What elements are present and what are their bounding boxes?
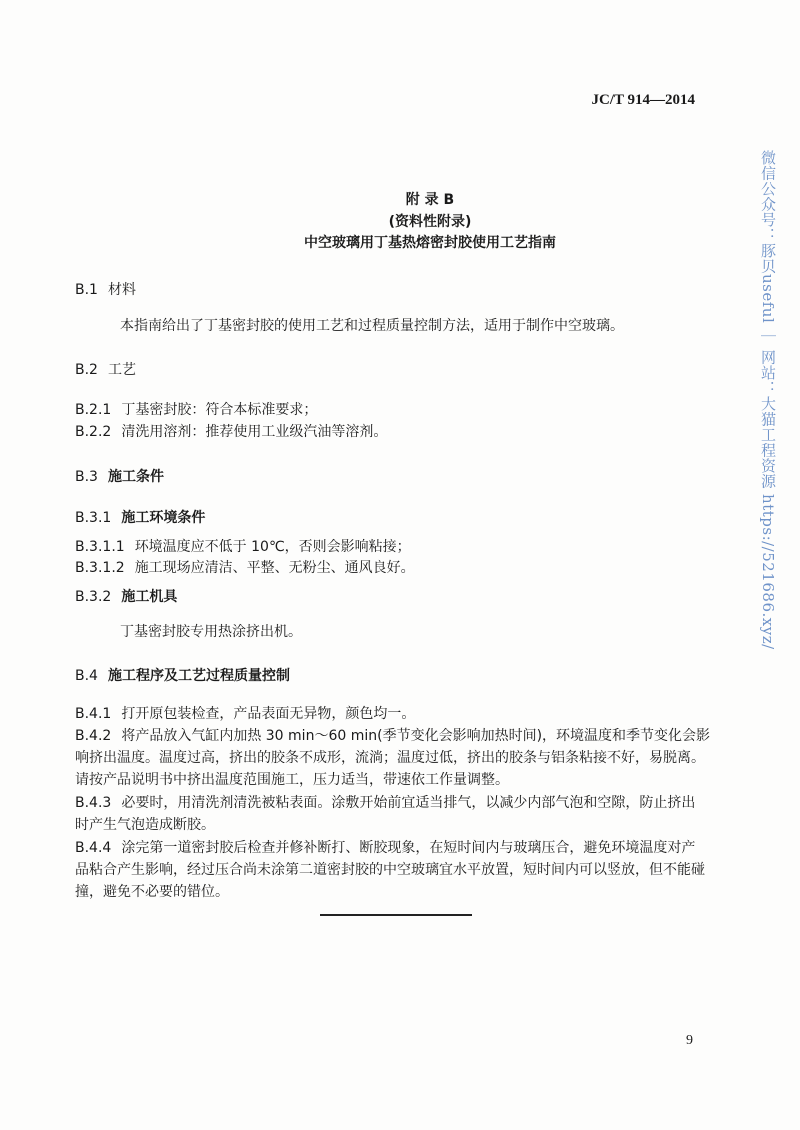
section-text: 施工现场应清洁、平整、无粉尘、通风良好。 — [134, 560, 415, 576]
section-number: B.3.1.1 — [75, 539, 125, 555]
section-heading — [75, 725, 710, 747]
section-heading — [75, 466, 164, 488]
section-number: B.4.4 — [75, 840, 112, 856]
section-text: 材料 — [107, 282, 136, 298]
section-text: 将产品放入气缸内加热 30 min～60 min(季节变化会影响加热时间)，环境温度和季节变化会影 — [121, 728, 711, 744]
section-number: B.3 — [75, 469, 98, 485]
end-rule — [320, 914, 472, 916]
section-heading — [75, 557, 415, 579]
section-number: B.4.3 — [75, 795, 112, 811]
section-heading — [75, 421, 387, 443]
appendix-title: 中空玻璃用丁基热熔密封胶使用工艺指南 — [304, 235, 556, 251]
appendix-label: 附 录 B — [405, 192, 455, 208]
section-number: B.4.2 — [75, 728, 112, 744]
standard-number: JC/T 914—2014 — [591, 92, 695, 108]
b44-cont-2: 撞，避免不必要的错位。 — [75, 884, 229, 900]
section-heading — [75, 279, 136, 301]
section-number: B.2 — [75, 362, 98, 378]
section-text: 必要时，用清洗剂清洗被粘表面。涂敷开始前宜适当排气，以减少内部气泡和空隙，防止挤出 — [121, 795, 696, 811]
b43-cont-1: 时产生气泡造成断胶。 — [75, 817, 215, 833]
section-heading — [75, 359, 136, 381]
section-number: B.3.1.2 — [75, 560, 125, 576]
section-heading — [75, 536, 411, 558]
section-heading — [75, 665, 290, 687]
section-text: 清洗用溶剂：推荐使用工业级汽油等溶剂。 — [121, 424, 388, 440]
section-heading — [75, 507, 205, 529]
section-text: 丁基密封胶：符合本标准要求； — [121, 402, 318, 418]
appendix-type: (资料性附录) — [388, 214, 472, 230]
section-number: B.3.2 — [75, 589, 112, 605]
section-heading — [75, 792, 695, 814]
section-number: B.1 — [75, 282, 98, 298]
section-text: 工艺 — [107, 362, 136, 378]
section-text: 施工条件 — [107, 469, 164, 485]
section-number: B.2.1 — [75, 402, 112, 418]
watermark: 微信公众号：豚贝useful ｜ 网站：大猫工程资源 https://521686.xyz/ — [759, 150, 777, 650]
section-heading — [75, 703, 415, 725]
section-text: 打开原包装检查，产品表面无异物，颜色均一。 — [121, 706, 416, 722]
b42-cont-2: 请按产品说明书中挤出温度范围施工，压力适当，带速依工作量调整。 — [75, 772, 509, 788]
page-number: 9 — [686, 1033, 693, 1048]
section-text: 施工环境条件 — [121, 510, 206, 526]
b32-text: 丁基密封胶专用热涂挤出机。 — [120, 624, 302, 640]
section-heading — [75, 837, 695, 859]
section-number: B.2.2 — [75, 424, 112, 440]
section-text: 施工机具 — [121, 589, 178, 605]
section-number: B.4.1 — [75, 706, 112, 722]
section-heading — [75, 586, 177, 608]
section-number: B.3.1 — [75, 510, 112, 526]
section-text: 施工程序及工艺过程质量控制 — [107, 668, 290, 684]
section-number: B.4 — [75, 668, 98, 684]
b1-text: 本指南给出了丁基密封胶的使用工艺和过程质量控制方法，适用于制作中空玻璃。 — [120, 318, 624, 334]
b44-cont-1: 品粘合产生影响，经过压合尚未涂第二道密封胶的中空玻璃宜水平放置，短时间内可以竖放，但不能碰 — [75, 862, 705, 878]
section-text: 涂完第一道密封胶后检查并修补断打、断胶现象，在短时间内与玻璃压合，避免环境温度对产 — [121, 840, 696, 856]
section-heading — [75, 399, 317, 421]
b42-cont-1: 响挤出温度。温度过高，挤出的胶条不成形，流淌；温度过低，挤出的胶条与铝条粘接不好，易脱离。 — [75, 750, 705, 766]
section-text: 环境温度应不低于 10℃，否则会影响粘接； — [134, 539, 411, 555]
